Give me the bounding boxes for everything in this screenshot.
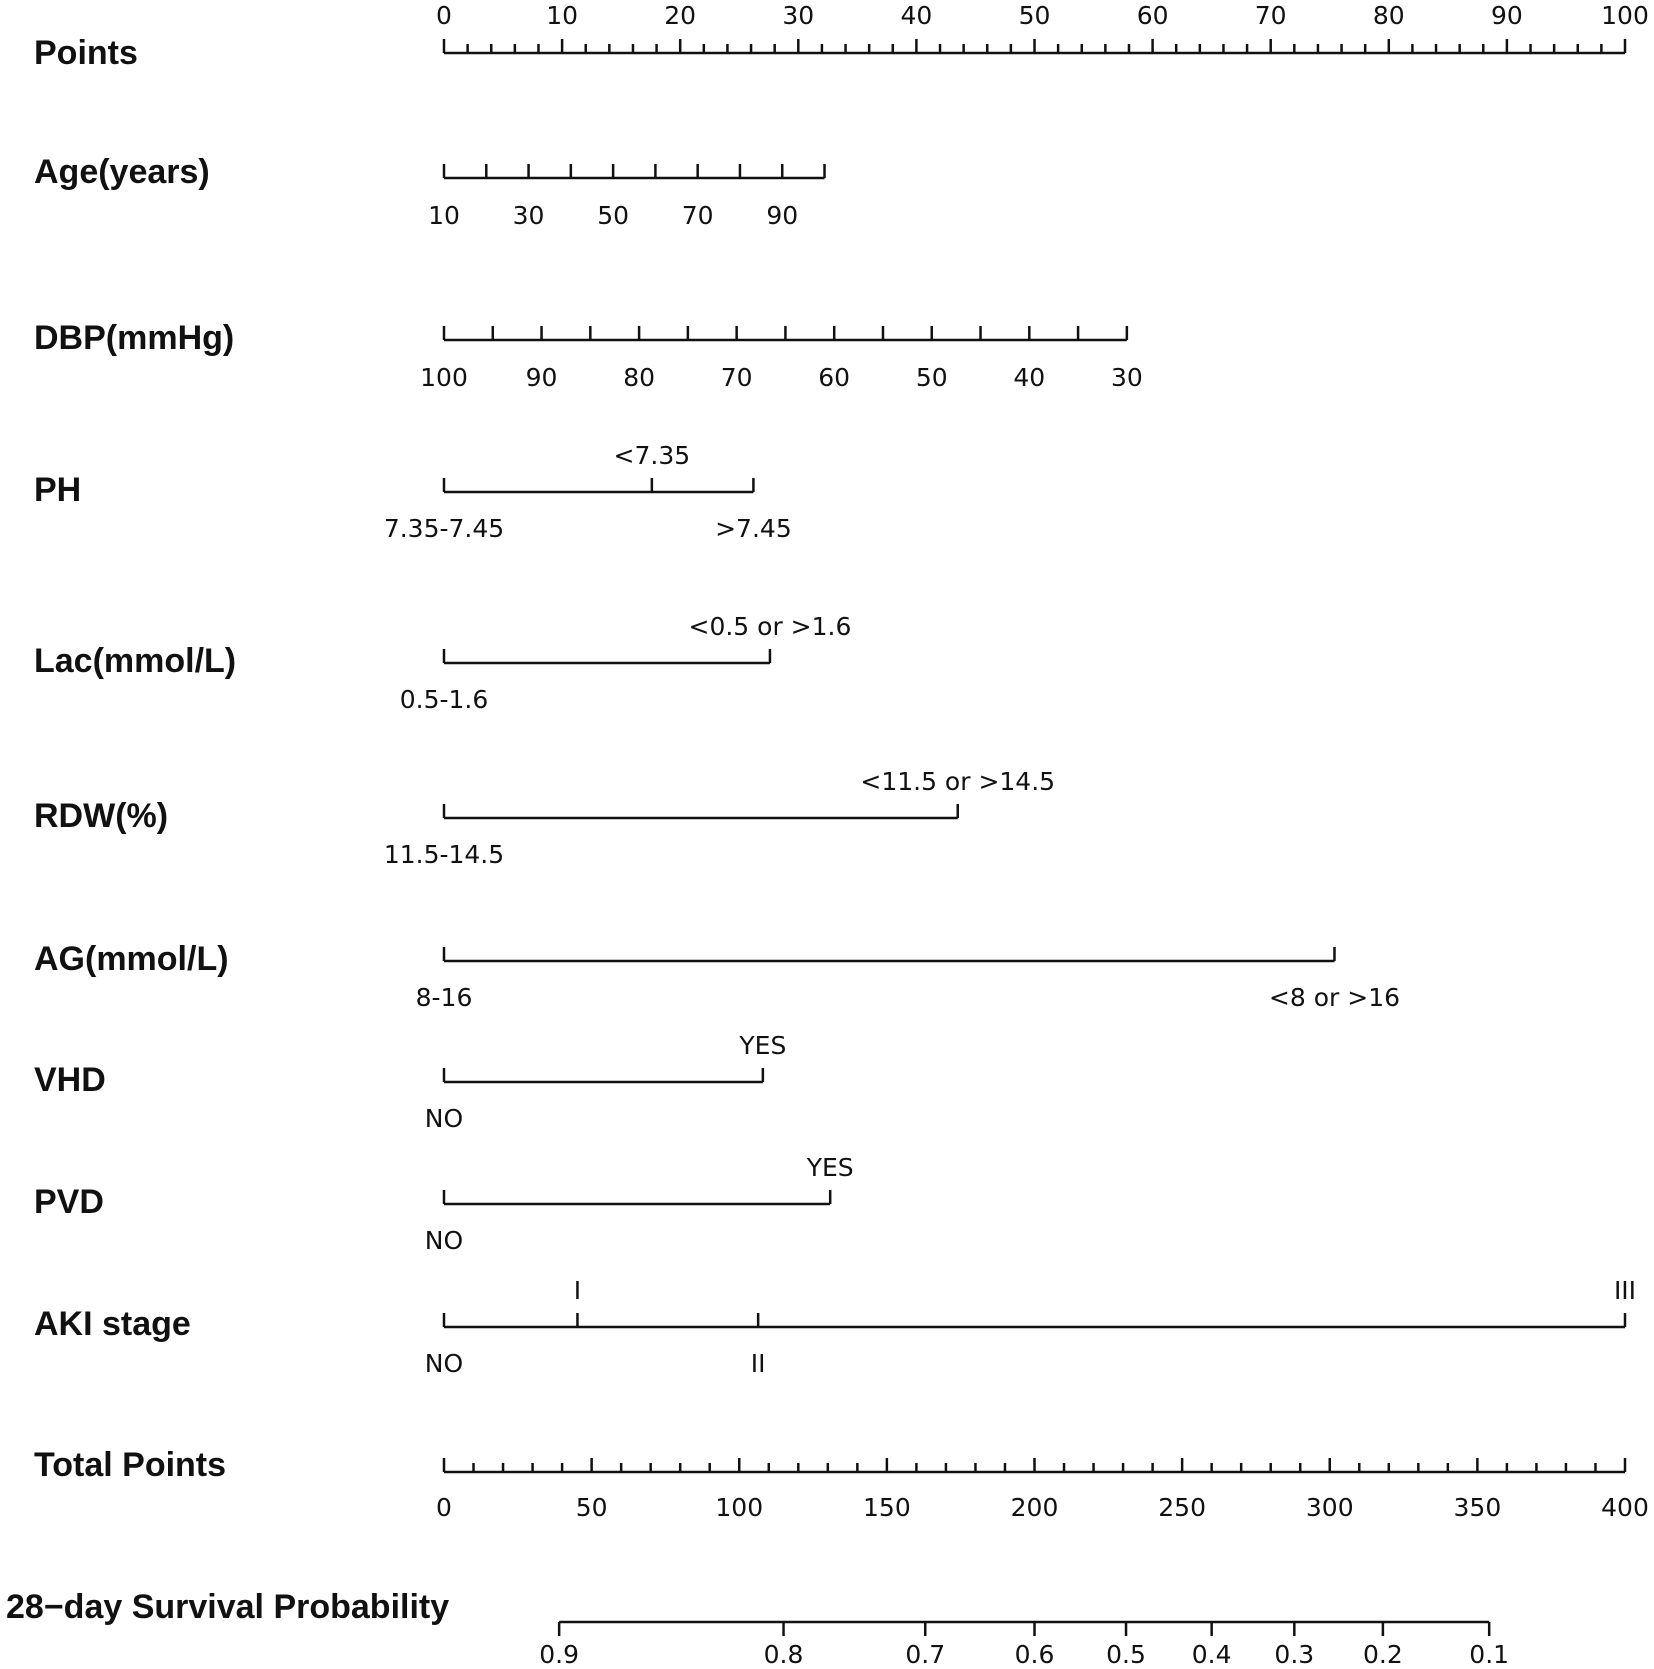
survival-tick-label: 0.6 [1014,1640,1055,1669]
total-points-tick-label: 350 [1453,1493,1502,1522]
variable-tick-label: 10 [428,201,460,230]
total-points-tick-label: 300 [1305,1493,1354,1522]
points-axis-tick-label: 20 [664,1,697,30]
survival-tick-label: 0.2 [1363,1640,1403,1669]
survival-tick-label: 0.5 [1106,1640,1146,1669]
variable-tick-label: 90 [766,201,799,230]
variable-tick-label: <0.5 or >1.6 [688,612,852,641]
points-axis-label: Points [34,33,138,72]
variable-tick-label: III [1613,1276,1637,1305]
variable-label: Lac(mmol/L) [34,641,237,680]
survival-axis-label: 28−day Survival Probability [6,1587,450,1626]
points-axis-tick-label: 0 [436,1,452,30]
points-axis-tick-label: 80 [1372,1,1405,30]
variable-tick-label: 8-16 [415,983,473,1012]
survival-tick-label: 0.8 [763,1640,804,1669]
variable-tick-label: <11.5 or >14.5 [860,767,1056,796]
points-axis-tick-label: 30 [782,1,815,30]
total-points-label: Total Points [34,1445,227,1484]
points-axis-tick-label: 70 [1254,1,1287,30]
variable-label: DBP(mmHg) [34,318,235,357]
variable-tick-label: 7.35-7.45 [383,514,505,543]
variable-label: PH [34,470,82,509]
variable-tick-label: 30 [1110,363,1143,392]
variable-tick-label: 11.5-14.5 [383,840,505,869]
variable-label: VHD [34,1060,106,1099]
total-points-tick-label: 200 [1010,1493,1059,1522]
variable-tick-label: 90 [525,363,558,392]
variable-tick-label: 30 [512,201,545,230]
variable-tick-label: 60 [818,363,851,392]
variable-tick-label: YES [806,1153,854,1182]
variable-tick-label: NO [424,1104,464,1133]
total-points-tick-label: 0 [436,1493,452,1522]
variable-label: RDW(%) [34,796,169,835]
total-points-tick-label: 250 [1158,1493,1206,1522]
variable-tick-label: I [573,1276,582,1305]
variable-tick-label: 70 [681,201,714,230]
variable-tick-label: NO [424,1226,464,1255]
variable-tick-label: 70 [720,363,753,392]
variable-label: Age(years) [34,152,210,191]
survival-tick-label: 0.3 [1274,1640,1315,1669]
variable-tick-label: 100 [420,363,468,392]
total-points-tick-label: 150 [863,1493,911,1522]
variable-tick-label: >7.45 [715,514,792,543]
points-axis-tick-label: 10 [546,1,579,30]
variable-label: PVD [34,1182,104,1221]
survival-tick-label: 0.1 [1469,1640,1510,1669]
points-axis-tick-label: 90 [1490,1,1523,30]
points-axis-tick-label: 60 [1136,1,1169,30]
variable-tick-label: 80 [623,363,656,392]
variable-label: AKI stage [34,1304,191,1343]
variable-tick-label: 50 [597,201,630,230]
variable-tick-label: <7.35 [613,441,691,470]
survival-tick-label: 0.7 [905,1640,946,1669]
points-axis-tick-label: 100 [1601,1,1649,30]
variable-tick-label: 0.5-1.6 [399,685,489,714]
variable-label: AG(mmol/L) [34,939,229,978]
variable-tick-label: <8 or >16 [1268,983,1401,1012]
points-axis-tick-label: 50 [1018,1,1051,30]
total-points-tick-label: 400 [1601,1493,1649,1522]
variable-tick-label: NO [424,1349,464,1378]
survival-tick-label: 0.9 [539,1640,580,1669]
variable-tick-label: II [750,1349,766,1378]
survival-tick-label: 0.4 [1191,1640,1232,1669]
variable-tick-label: YES [739,1031,787,1060]
total-points-tick-label: 100 [715,1493,764,1522]
variable-tick-label: 50 [915,363,948,392]
points-axis-tick-label: 40 [900,1,933,30]
total-points-tick-label: 50 [575,1493,608,1522]
variable-tick-label: 40 [1013,363,1046,392]
